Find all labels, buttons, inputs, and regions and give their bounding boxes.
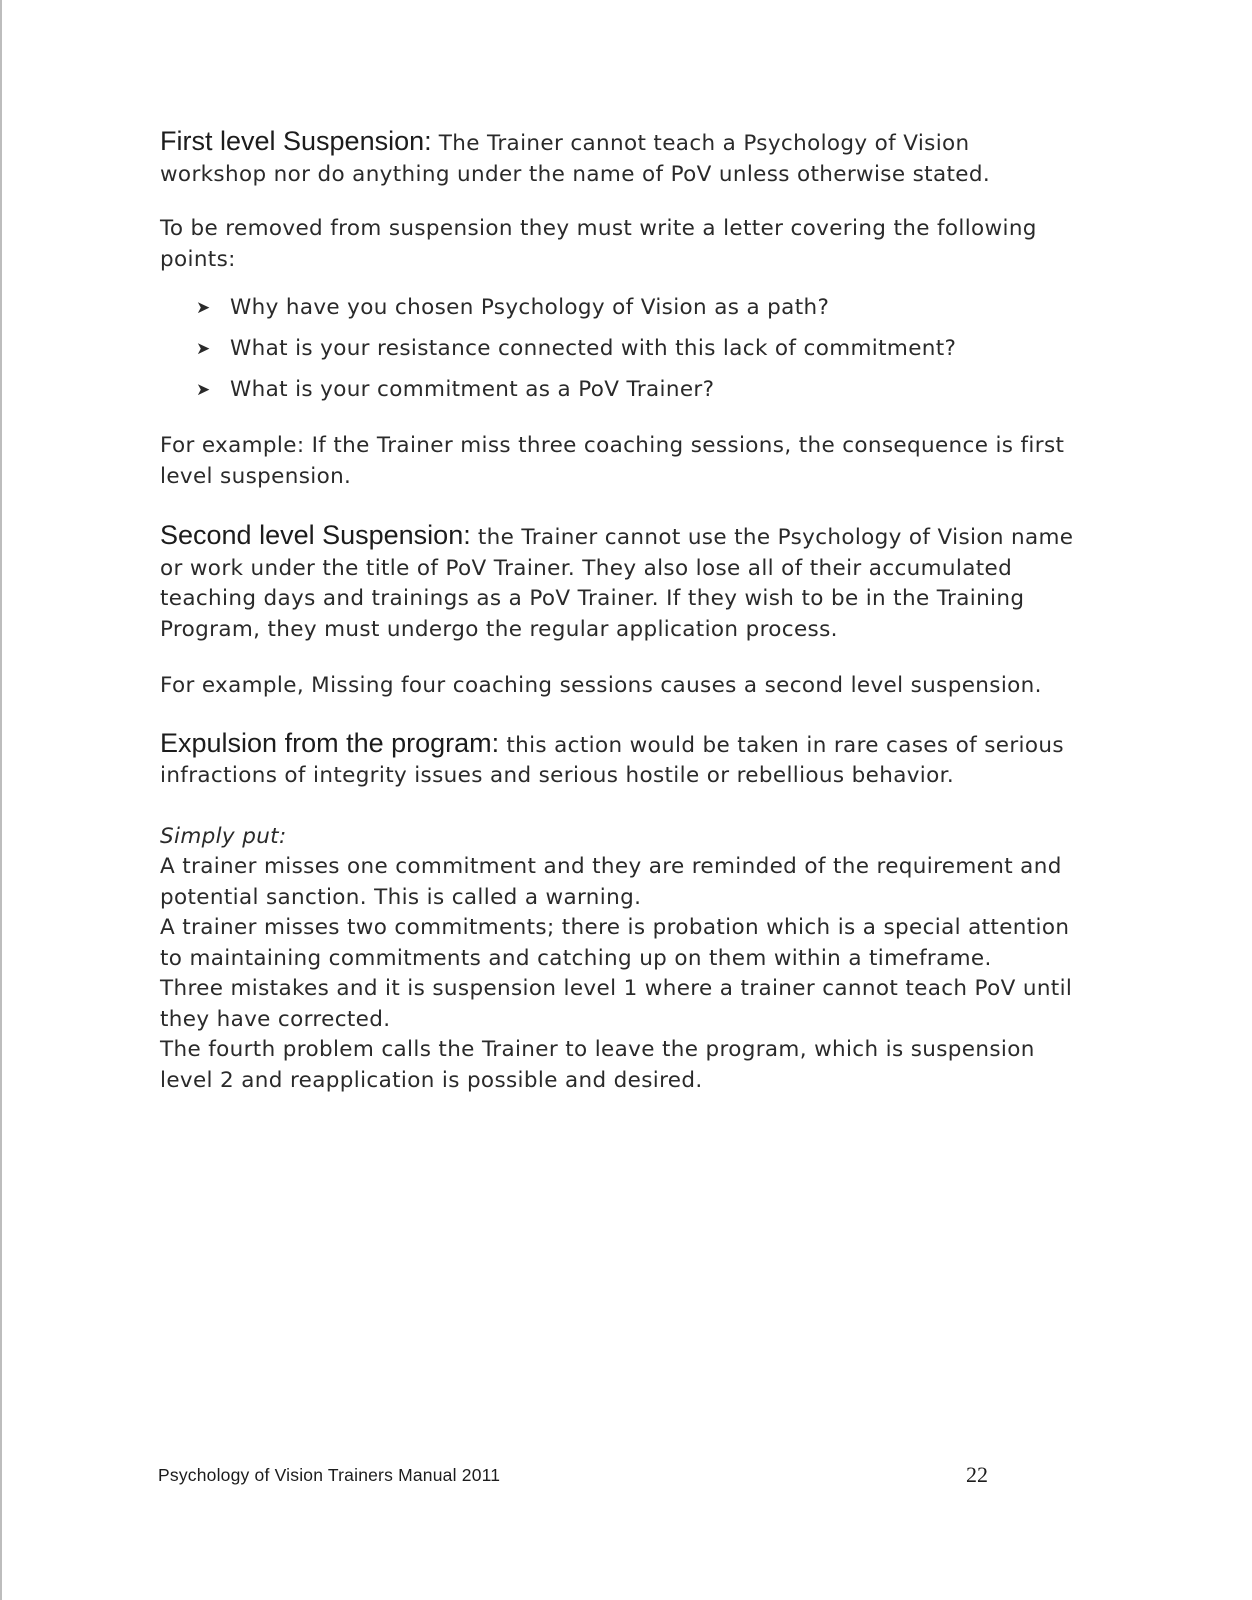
list-item [196, 293, 1080, 323]
expulsion-heading: Expulsion from the program: [160, 727, 500, 758]
second-level-example-paragraph: For example, Missing four coaching sessions causes a second level suspension. [160, 673, 1042, 698]
list-item [196, 375, 1080, 405]
list-item-text: What is your commitment as a PoV Trainer? [230, 377, 715, 402]
expulsion-text: this action would be taken in rare cases of serious infractions of integrity issues and serious hostile or rebellious behavior. [160, 732, 1064, 788]
removal-intro-paragraph: To be removed from suspension they must write a letter covering the following points: [160, 216, 1037, 272]
footer-manual-title: Psychology of Vision Trainers Manual 2011 [158, 1465, 501, 1485]
scan-left-edge [0, 0, 2, 1600]
document-page [160, 126, 1080, 1096]
first-level-example-paragraph: For example: If the Trainer miss three coaching sessions, the consequence is first level suspension. [160, 433, 1065, 489]
removal-points-list [160, 293, 1080, 405]
simply-put-section [160, 822, 1080, 1097]
list-item-text: What is your resistance connected with this lack of commitment? [230, 336, 957, 361]
arrowhead-bullet-icon: ➤ [196, 380, 211, 400]
first-level-suspension-paragraph [160, 126, 1080, 190]
first-level-suspension-text: The Trainer cannot teach a Psychology of Vision workshop nor do anything under the name of PoV unless otherwise stated. [160, 131, 991, 187]
simply-put-line: The fourth problem calls the Trainer to leave the program, which is suspension level 2 and reapplication is possible and desired. [160, 1037, 1035, 1093]
simply-put-line: Three mistakes and it is suspension level 1 where a trainer cannot teach PoV until they have corrected. [160, 976, 1073, 1032]
simply-put-label: Simply put: [160, 823, 287, 849]
expulsion-paragraph [160, 728, 1080, 792]
arrowhead-bullet-icon: ➤ [196, 339, 211, 359]
footer-page-number: 22 [966, 1462, 988, 1487]
second-level-suspension-text: the Trainer cannot use the Psychology of Vision name or work under the title of PoV Trainer. They also lose all of their accumulated teaching days and trainings as a PoV Trainer. If they wish to be in the Training Program, they must undergo the regular application process. [160, 525, 1074, 642]
list-item-text: Why have you chosen Psychology of Vision as a path? [230, 295, 830, 320]
first-level-suspension-heading: First level Suspension: [160, 126, 432, 156]
second-level-suspension-heading: Second level Suspension: [160, 520, 471, 550]
arrowhead-bullet-icon: ➤ [196, 298, 211, 318]
simply-put-line: A trainer misses one commitment and they are reminded of the requirement and potential sanction. This is called a warning. [160, 854, 1062, 910]
second-level-suspension-paragraph [160, 520, 1080, 645]
simply-put-line: A trainer misses two commitments; there is probation which is a special attention to maintaining commitments and catching up on them within a timeframe. [160, 915, 1070, 971]
list-item [196, 334, 1080, 364]
